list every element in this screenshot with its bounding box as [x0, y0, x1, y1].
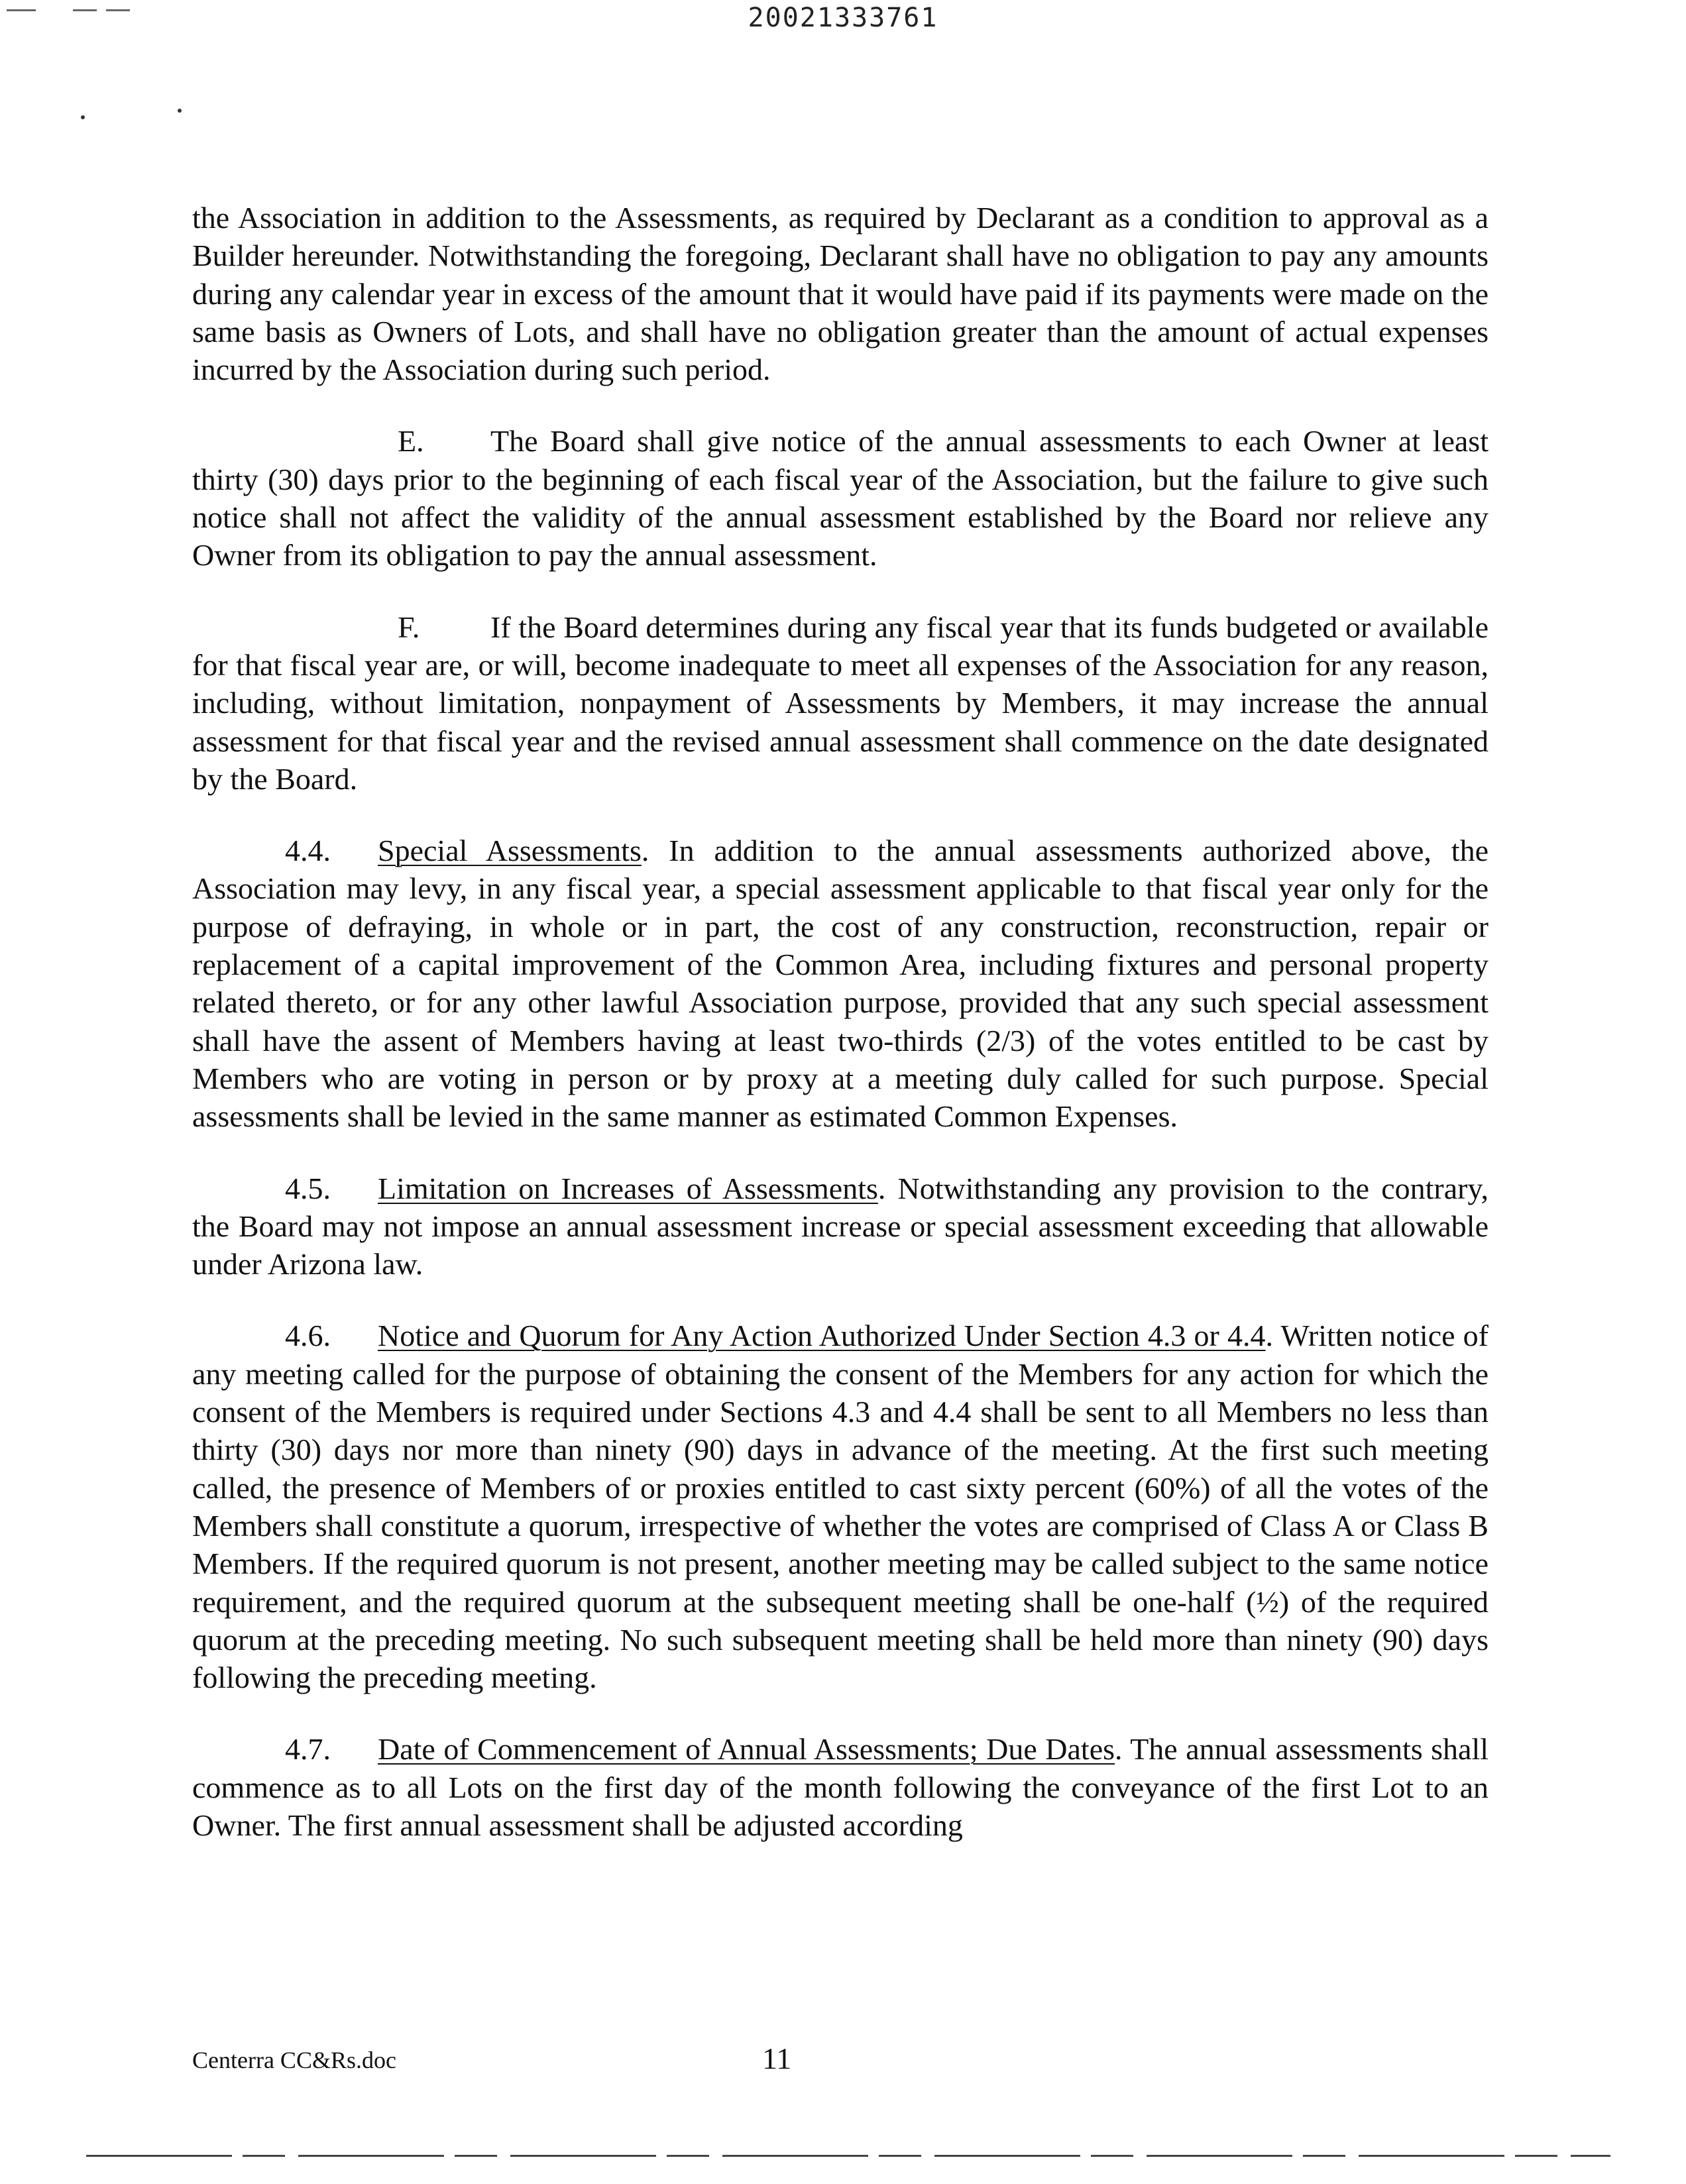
section-number: 4.4. [285, 834, 331, 868]
section-title: Special Assessments [378, 834, 642, 868]
paragraph-continuation: the Association in addition to the Assessments, as required by Declarant as a condition to approval as a Builder hereunder. Notwithstanding the foregoing, Declarant shall have no obligation to pay any amounts during any calendar year in excess of the amount that it would have paid if its payments were made on the same basis as Owners of Lots, and shall have no obligation greater than the amount of actual expenses incurred by the Association during such period. [192, 201, 1489, 387]
page-number: 11 [762, 2042, 792, 2075]
subsection-text: The Board shall give notice of the annual assessments to each Owner at least thirty (30) days prior to the beginning of each fiscal year of the Association, but the failure to give such notice shall not affect the validity of the annual assessment established by the Board nor relieve any Owner from its obligation to pay the annual assessment. [192, 424, 1489, 573]
subsection-text: If the Board determines during any fiscal year that its funds budgeted or available for that fiscal year are, or will, become inadequate to meet all expenses of the Association for any reason, including, without limitation, nonpayment of Assessments by Members, it may increase the annual assessment for that fiscal year and the revised annual assessment shall commence on the date designated by the Board. [192, 610, 1489, 796]
section-4-7 [192, 1730, 1489, 1844]
scan-dot [81, 115, 85, 119]
section-title: Limitation on Increases of Assessments [378, 1171, 878, 1205]
section-4-6 [192, 1317, 1489, 1696]
scan-mark [7, 9, 36, 11]
document-body [192, 199, 1489, 1878]
section-text: . Notwithstanding any provision to the contrary, the Board may not impose an annual assessment increase or special assessment exceeding that allowable under Arizona law. [192, 1171, 1489, 1282]
section-number: 4.5. [285, 1171, 331, 1205]
section-title: Date of Commencement of Annual Assessments; Due Dates [378, 1732, 1115, 1767]
section-title: Notice and Quorum for Any Action Authorized Under Section 4.3 or 4.4 [378, 1319, 1266, 1353]
scan-mark [106, 9, 130, 11]
recording-number: 20021333761 [748, 3, 938, 33]
scan-mark [73, 9, 97, 11]
section-4-4 [192, 832, 1489, 1135]
section-number: 4.6. [285, 1319, 331, 1353]
section-number: 4.7. [285, 1732, 331, 1767]
scan-dot [178, 109, 182, 113]
subsection-label: F. [398, 610, 420, 644]
subsection-label: E. [398, 424, 424, 459]
paragraph-e [192, 422, 1489, 574]
section-text: . In addition to the annual assessments authorized above, the Association may levy, in any fiscal year, a special assessment applicable to that fiscal year only for the purpose of defraying, in whole or in part, the cost of any construction, reconstruction, repair or replacement of a capital improvement of the Common Area, including fixtures and personal property related thereto, or for any other lawful Association purpose, provided that any such special assessment shall have the assent of Members having at least two-thirds (2/3) of the votes entitled to be cast by Members who are voting in person or by proxy at a meeting duly called for such purpose. Special assessments shall be levied in the same manner as estimated Common Expenses. [192, 834, 1489, 1134]
scan-bottom-rule [86, 2155, 1610, 2157]
section-text: . The annual assessments shall commence as to all Lots on the first day of the month following the conveyance of the first Lot to an Owner. The first annual assessment shall be adjusted according [192, 1732, 1489, 1842]
section-text: . Written notice of any meeting called for the purpose of obtaining the consent of the Members for any action for which the consent of the Members is required under Sections 4.3 and 4.4 shall be sent to all Members no less than thirty (30) days nor more than ninety (90) days in advance of the meeting. At the first such meeting called, the presence of Members of or proxies entitled to cast sixty percent (60%) of all the votes of the Members shall constitute a quorum, irrespective of whether the votes are comprised of Class A or Class B Members. If the required quorum is not present, another meeting may be called subject to the same notice requirement, and the required quorum at the subsequent meeting shall be one-half (½) of the required quorum at the preceding meeting. No such subsequent meeting shall be held more than ninety (90) days following the preceding meeting. [192, 1319, 1489, 1695]
footer-filename: Centerra CC&Rs.doc [192, 2047, 396, 2073]
section-4-5 [192, 1170, 1489, 1283]
paragraph-f [192, 608, 1489, 798]
